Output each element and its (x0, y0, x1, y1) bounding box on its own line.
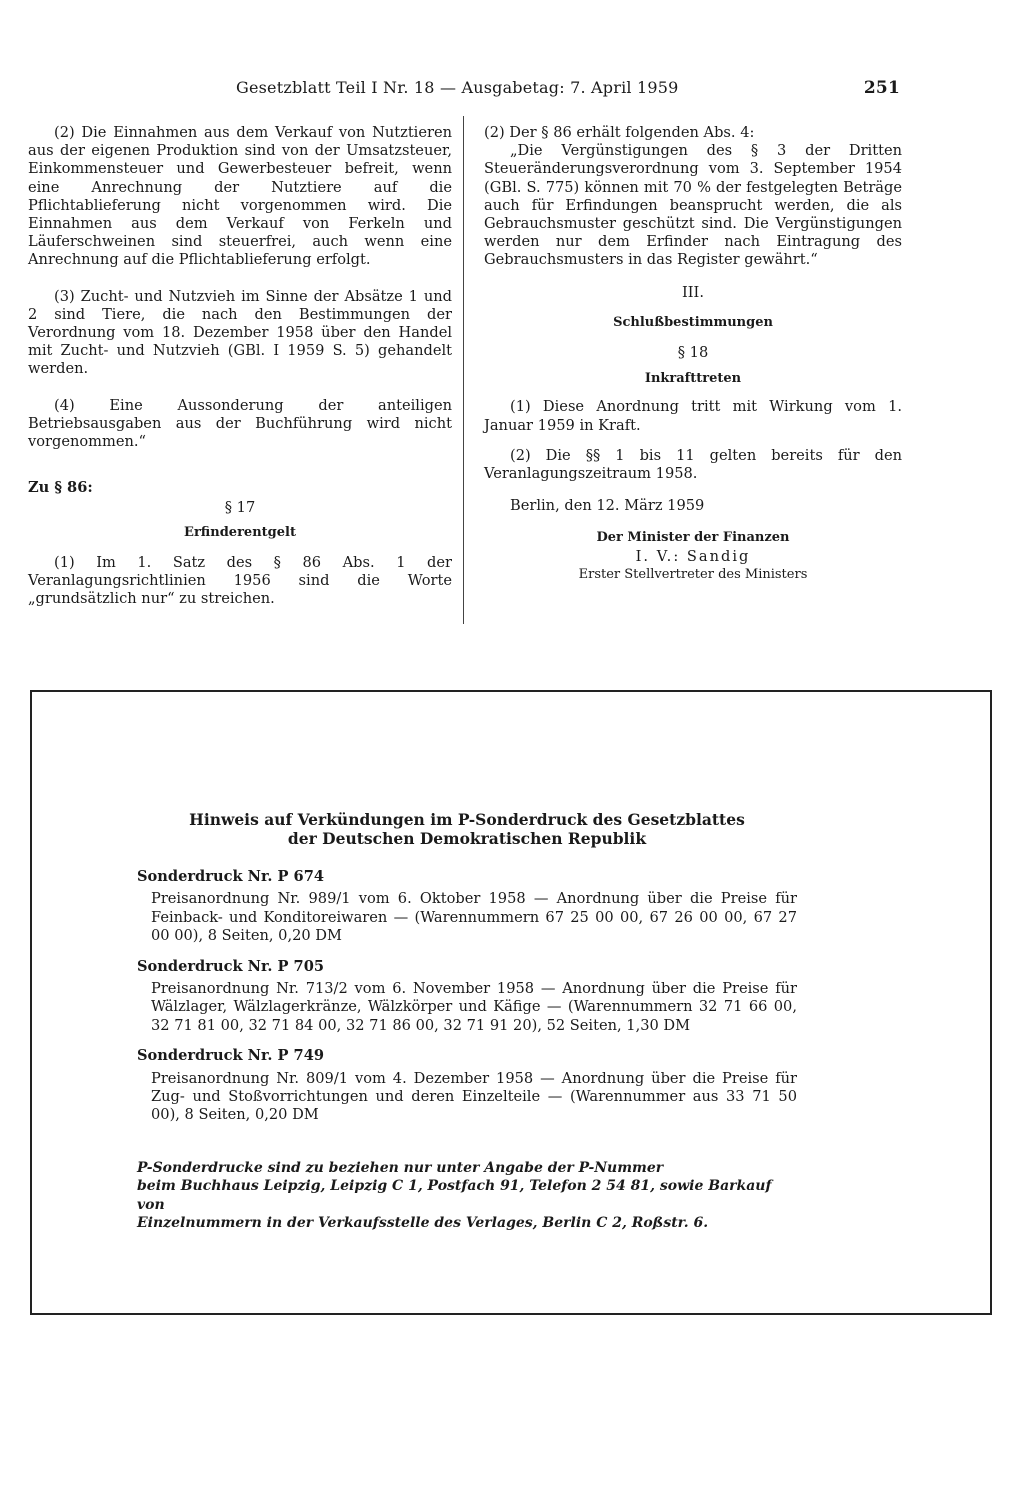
section-18-paragraph-2: (2) Die §§ 1 bis 11 gelten bereits für den Veranlagungszeitraum 1958. (484, 446, 902, 483)
signature-role: Erster Stellvertreter des Ministers (578, 566, 808, 582)
paragraph-4: (4) Eine Aussonderung der anteiligen Betriebsausgaben aus der Buchführung wird nicht vorgenommen.“ (28, 396, 452, 451)
page-header (236, 78, 900, 97)
notice-footer-line-3: Einzelnummern in der Verkaufsstelle des Verlages, Berlin C 2, Roßstr. 6. (137, 1215, 709, 1232)
column-divider (463, 116, 464, 624)
notice-box (30, 690, 992, 1315)
left-column (28, 124, 452, 608)
header-title: Gesetzblatt Teil I Nr. 18 — Ausgabetag: 7. April 1959 (236, 78, 679, 97)
part-number: III. (682, 283, 704, 301)
part-title: Schlußbestimmungen (613, 314, 773, 330)
signing-date: Berlin, den 12. März 1959 (510, 497, 705, 515)
right-paragraph-2-quote: „Die Vergünstigungen des § 3 der Dritten Steueränderungsverordnung vom 3. September 1954 (GBl. S. 775) können mit 70 % der festgelegten Beträge auch für Erfindungen beansprucht werden, die als Gebrauchsmuster geschützt sind. Die Vergünstigungen werden nur dem Erfinder nach Eintragung des Gebrauchsmusters in das Register gewährt.“ (484, 142, 902, 269)
sonderdruck-heading: Sonderdruck Nr. P 674 (137, 868, 325, 885)
section-17-title: Erfinderentgelt (184, 524, 296, 540)
zu-section-heading: Zu § 86: (28, 479, 93, 497)
notice-content (137, 810, 797, 1233)
signature-title: Der Minister der Finanzen (596, 530, 790, 546)
section-17-number: § 17 (224, 499, 256, 517)
notice-title-line-2: der Deutschen Demokratischen Republik (287, 829, 647, 848)
sonderdruck-description: Preisanordnung Nr. 989/1 vom 6. Oktober 1958 — Anordnung über die Preise für Feinback- und Konditoreiwaren — (Warennummern 67 25 00 00, 67 26 00 00, 67 27 00 00), 8 Seiten, 0,20 DM (151, 890, 797, 945)
sonderdruck-heading: Sonderdruck Nr. P 705 (137, 957, 325, 975)
notice-footer (137, 1159, 797, 1233)
paragraph-3: (3) Zucht- und Nutzvieh im Sinne der Absätze 1 und 2 sind Tiere, die nach den Bestimmungen der Verordnung vom 18. Dezember 1958 über den Handel mit Zucht- und Nutzvieh (GBl. I 1959 S. 5) gehandelt werden. (28, 287, 452, 378)
paragraph-2: (2) Die Einnahmen aus dem Verkauf von Nutztieren aus der eigenen Produktion sind von der Umsatzsteuer, Einkommensteuer und Gewerbesteuer befreit, wenn eine Anrechnung der Nutztiere auf die Pflichtablieferung nicht vorgenommen wird. Die Einnahmen aus dem Verkauf von Ferkeln und Läuferschweinen sind steuerfrei, auch wenn eine Anrechnung auf die Pflichtablieferung erfolgt. (28, 124, 452, 269)
signature-name: I. V.: Sandig (635, 547, 751, 565)
right-paragraph-2-intro: (2) Der § 86 erhält folgenden Abs. 4: (484, 124, 755, 141)
section-17-paragraph: (1) Im 1. Satz des § 86 Abs. 1 der Veranlagungsrichtlinien 1956 sind die Worte „grundsätzlich nur“ zu streichen. (28, 553, 452, 608)
page-number: 251 (863, 78, 900, 98)
notice-footer-line-2: beim Buchhaus Leipzig, Leipzig C 1, Postfach 91, Telefon 2 54 81, sowie Barkauf von (137, 1178, 772, 1213)
section-18-title: Inkrafttreten (644, 371, 742, 387)
sonderdruck-description: Preisanordnung Nr. 713/2 vom 6. November 1958 — Anordnung über die Preise für Wälzlager, Wälzlagerkränze, Wälzkörper und Käfige — (Warennummern 32 71 66 00, 32 71 81 00, 32 71 84 00, 32 71 86 00, 32 71 91 20), 52 Seiten, 1,30 DM (151, 980, 797, 1034)
right-column (484, 124, 902, 584)
notice-footer-line-1: P-Sonderdrucke sind zu beziehen nur unter Angabe der P-Nummer (137, 1159, 664, 1176)
notice-title (137, 810, 797, 848)
sonderdruck-description: Preisanordnung Nr. 809/1 vom 4. Dezember 1958 — Anordnung über die Preise für Zug- und Stoßvorrichtungen und deren Einzelteile — (Warennummer aus 33 71 50 00), 8 Seiten, 0,20 DM (151, 1069, 797, 1124)
notice-title-line-1: Hinweis auf Verkündungen im P-Sonderdruck des Gesetzblattes (189, 810, 745, 829)
section-18-number: § 18 (677, 344, 709, 362)
section-18-paragraph-1: (1) Diese Anordnung tritt mit Wirkung vom 1. Januar 1959 in Kraft. (484, 398, 902, 434)
sonderdruck-heading: Sonderdruck Nr. P 749 (137, 1047, 325, 1065)
